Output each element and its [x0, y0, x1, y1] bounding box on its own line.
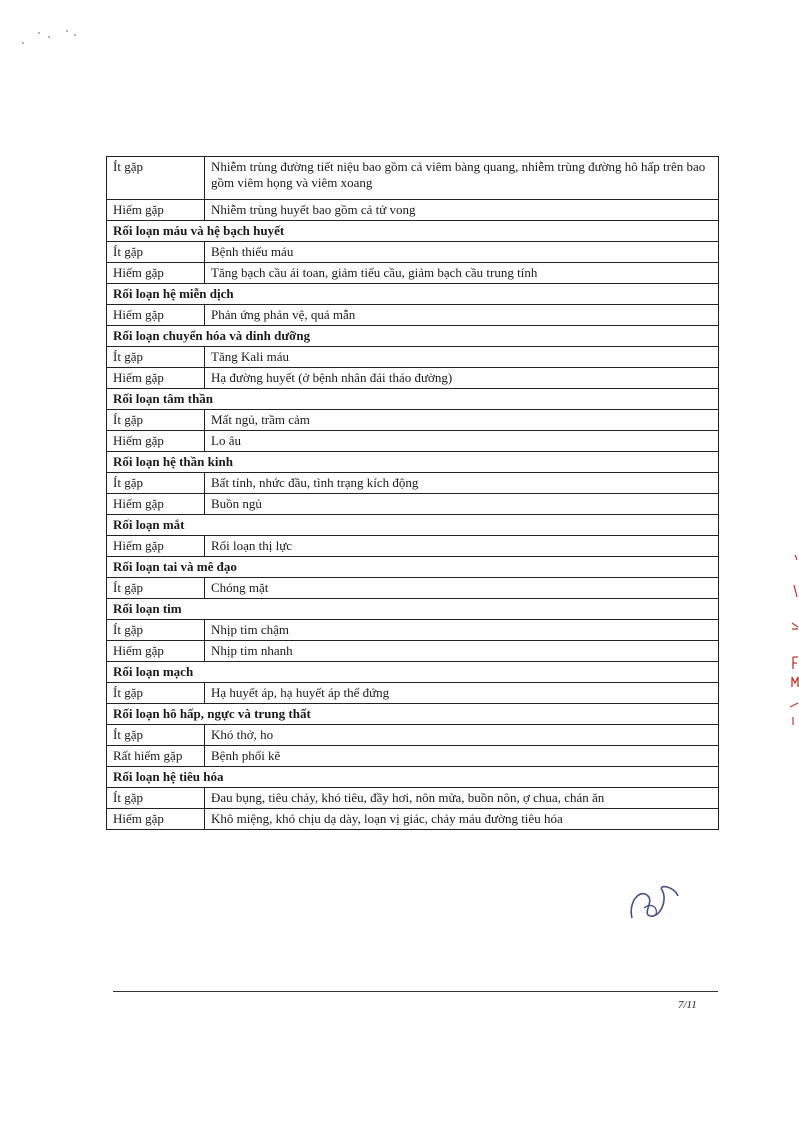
effect-cell: Nhiễm trùng đường tiết niệu bao gồm cả viêm bàng quang, nhiễm trùng đường hô hấp trên bao gồm viêm họng và viêm xoang	[205, 157, 719, 200]
category-row	[107, 704, 719, 725]
adverse-effects-table	[106, 156, 719, 830]
category-label: Rối loạn mắt	[107, 515, 719, 536]
table-row	[107, 536, 719, 557]
frequency-cell: Rất hiếm gặp	[107, 746, 205, 767]
frequency-cell: Hiếm gặp	[107, 368, 205, 389]
category-label: Rối loạn mạch	[107, 662, 719, 683]
table-row	[107, 725, 719, 746]
category-label: Rối loạn tim	[107, 599, 719, 620]
effect-cell: Buồn ngủ	[205, 494, 719, 515]
table-row	[107, 578, 719, 599]
category-label: Rối loạn chuyển hóa và dinh dưỡng	[107, 326, 719, 347]
effect-cell: Phản ứng phản vệ, quá mẫn	[205, 305, 719, 326]
category-row	[107, 221, 719, 242]
frequency-cell: Ít gặp	[107, 242, 205, 263]
effect-cell: Hạ đường huyết (ở bệnh nhân đái tháo đường)	[205, 368, 719, 389]
effect-cell: Nhiễm trùng huyết bao gồm cả tử vong	[205, 200, 719, 221]
table-row	[107, 641, 719, 662]
table-row	[107, 746, 719, 767]
table-row	[107, 431, 719, 452]
table-row	[107, 494, 719, 515]
effect-cell: Khô miệng, khó chịu dạ dày, loạn vị giác, chảy máu đường tiêu hóa	[205, 809, 719, 830]
category-label: Rối loạn hệ tiêu hóa	[107, 767, 719, 788]
effect-cell: Đau bụng, tiêu chảy, khó tiêu, đầy hơi, nôn mửa, buồn nôn, ợ chua, chán ăn	[205, 788, 719, 809]
table-row	[107, 620, 719, 641]
category-row	[107, 284, 719, 305]
effect-cell: Rối loạn thị lực	[205, 536, 719, 557]
frequency-cell: Ít gặp	[107, 410, 205, 431]
frequency-cell: Hiếm gặp	[107, 200, 205, 221]
handwritten-signature	[618, 882, 688, 924]
category-row	[107, 452, 719, 473]
frequency-cell: Ít gặp	[107, 578, 205, 599]
frequency-cell: Hiếm gặp	[107, 431, 205, 452]
effect-cell: Bệnh thiếu máu	[205, 242, 719, 263]
frequency-cell: Hiếm gặp	[107, 641, 205, 662]
frequency-cell: Ít gặp	[107, 157, 205, 200]
table-row	[107, 305, 719, 326]
table-row	[107, 347, 719, 368]
category-row	[107, 767, 719, 788]
page-number: 7/11	[678, 999, 697, 1011]
footer-rule	[113, 991, 718, 992]
table-row	[107, 200, 719, 221]
table-row	[107, 473, 719, 494]
category-label: Rối loạn tâm thần	[107, 389, 719, 410]
table-row	[107, 788, 719, 809]
table-row	[107, 410, 719, 431]
adverse-effects-table-body	[107, 157, 719, 830]
effect-cell: Tăng Kali máu	[205, 347, 719, 368]
table-row	[107, 157, 719, 200]
effect-cell: Khó thở, ho	[205, 725, 719, 746]
table-row	[107, 242, 719, 263]
frequency-cell: Ít gặp	[107, 683, 205, 704]
effect-cell: Mất ngủ, trầm cảm	[205, 410, 719, 431]
frequency-cell: Ít gặp	[107, 725, 205, 746]
frequency-cell: Hiếm gặp	[107, 305, 205, 326]
effect-cell: Bệnh phổi kẽ	[205, 746, 719, 767]
effect-cell: Nhịp tim chậm	[205, 620, 719, 641]
table-row	[107, 263, 719, 284]
frequency-cell: Hiếm gặp	[107, 263, 205, 284]
frequency-cell: Ít gặp	[107, 788, 205, 809]
table-row	[107, 809, 719, 830]
scan-specks	[22, 28, 82, 48]
effect-cell: Lo âu	[205, 431, 719, 452]
frequency-cell: Hiếm gặp	[107, 536, 205, 557]
category-label: Rối loạn máu và hệ bạch huyết	[107, 221, 719, 242]
category-label: Rối loạn hệ miễn dịch	[107, 284, 719, 305]
frequency-cell: Ít gặp	[107, 620, 205, 641]
category-row	[107, 326, 719, 347]
frequency-cell: Ít gặp	[107, 347, 205, 368]
red-stamp-edge-mark	[784, 555, 799, 725]
effect-cell: Bất tỉnh, nhức đầu, tình trạng kích động	[205, 473, 719, 494]
category-row	[107, 662, 719, 683]
category-label: Rối loạn tai và mê đạo	[107, 557, 719, 578]
category-row	[107, 515, 719, 536]
category-row	[107, 389, 719, 410]
frequency-cell: Ít gặp	[107, 473, 205, 494]
effect-cell: Tăng bạch cầu ái toan, giảm tiểu cầu, giảm bạch cầu trung tính	[205, 263, 719, 284]
table-row	[107, 683, 719, 704]
table-row	[107, 368, 719, 389]
category-label: Rối loạn hô hấp, ngực và trung thất	[107, 704, 719, 725]
category-row	[107, 599, 719, 620]
effect-cell: Nhịp tim nhanh	[205, 641, 719, 662]
frequency-cell: Hiếm gặp	[107, 494, 205, 515]
category-label: Rối loạn hệ thần kinh	[107, 452, 719, 473]
effect-cell: Chóng mặt	[205, 578, 719, 599]
frequency-cell: Hiếm gặp	[107, 809, 205, 830]
category-row	[107, 557, 719, 578]
effect-cell: Hạ huyết áp, hạ huyết áp thế đứng	[205, 683, 719, 704]
